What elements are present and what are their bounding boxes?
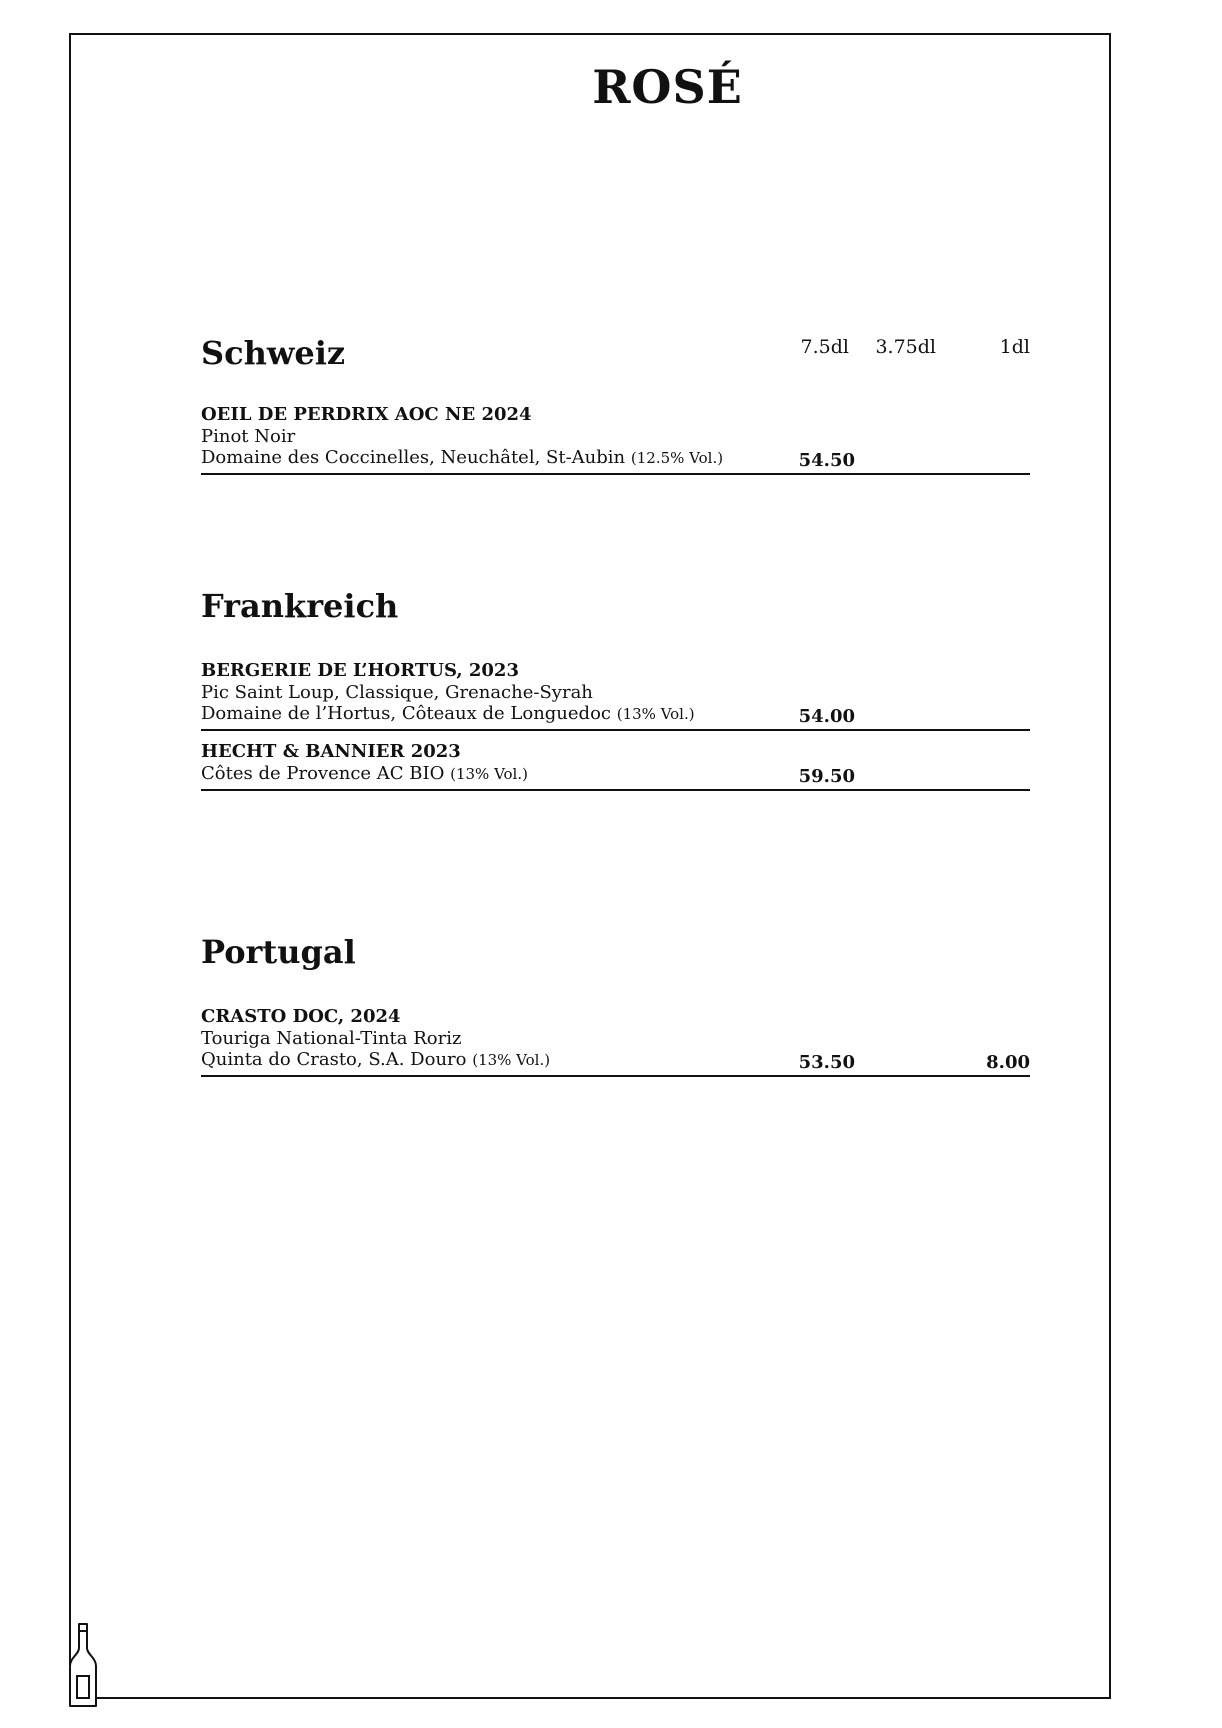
wine-entry	[201, 741, 1030, 791]
wine-name: CRASTO DOC, 2024	[201, 1006, 401, 1027]
wine-grape: Pinot Noir	[201, 425, 296, 447]
column-header-3-75dl: 3.75dl	[875, 336, 936, 358]
wine-bottle-icon	[67, 1622, 99, 1708]
wine-producer: Quinta do Crasto, S.A. Douro	[201, 1049, 467, 1070]
region-heading-schweiz: Schweiz	[201, 334, 346, 372]
wine-volume: (13% Vol.)	[472, 1051, 551, 1069]
price-7-5dl: 59.50	[798, 765, 855, 787]
page-title: ROSÉ	[592, 60, 743, 114]
wine-grape: Touriga National-Tinta Roriz	[201, 1027, 462, 1049]
wine-name: HECHT & BANNIER 2023	[201, 741, 461, 762]
wine-entry	[201, 1006, 1030, 1077]
price-1dl: 8.00	[986, 1051, 1030, 1073]
column-header-7-5dl: 7.5dl	[800, 336, 849, 358]
column-header-1dl: 1dl	[999, 336, 1030, 358]
price-7-5dl: 54.50	[798, 449, 855, 471]
wine-volume: (13% Vol.)	[450, 764, 528, 783]
wine-name: BERGERIE DE L’HORTUS, 2023	[201, 660, 519, 681]
price-7-5dl: 54.00	[798, 705, 855, 727]
wine-producer: Domaine des Coccinelles, Neuchâtel, St-Aubin	[201, 447, 626, 468]
price-7-5dl: 53.50	[798, 1051, 855, 1073]
wine-grape: Pic Saint Loup, Classique, Grenache-Syrah	[201, 681, 593, 703]
region-heading-portugal: Portugal	[201, 933, 356, 971]
page-frame	[69, 33, 1111, 1699]
wine-volume: (13% Vol.)	[616, 705, 695, 723]
wine-volume: (12.5% Vol.)	[630, 449, 724, 467]
wine-name: OEIL DE PERDRIX AOC NE 2024	[201, 404, 532, 425]
wine-entry	[201, 404, 1030, 475]
wine-producer: Côtes de Provence AC BIO	[201, 762, 445, 784]
region-heading-frankreich: Frankreich	[201, 587, 399, 625]
wine-producer: Domaine de l’Hortus, Côteaux de Longuedoc	[201, 703, 611, 724]
wine-entry	[201, 660, 1030, 731]
